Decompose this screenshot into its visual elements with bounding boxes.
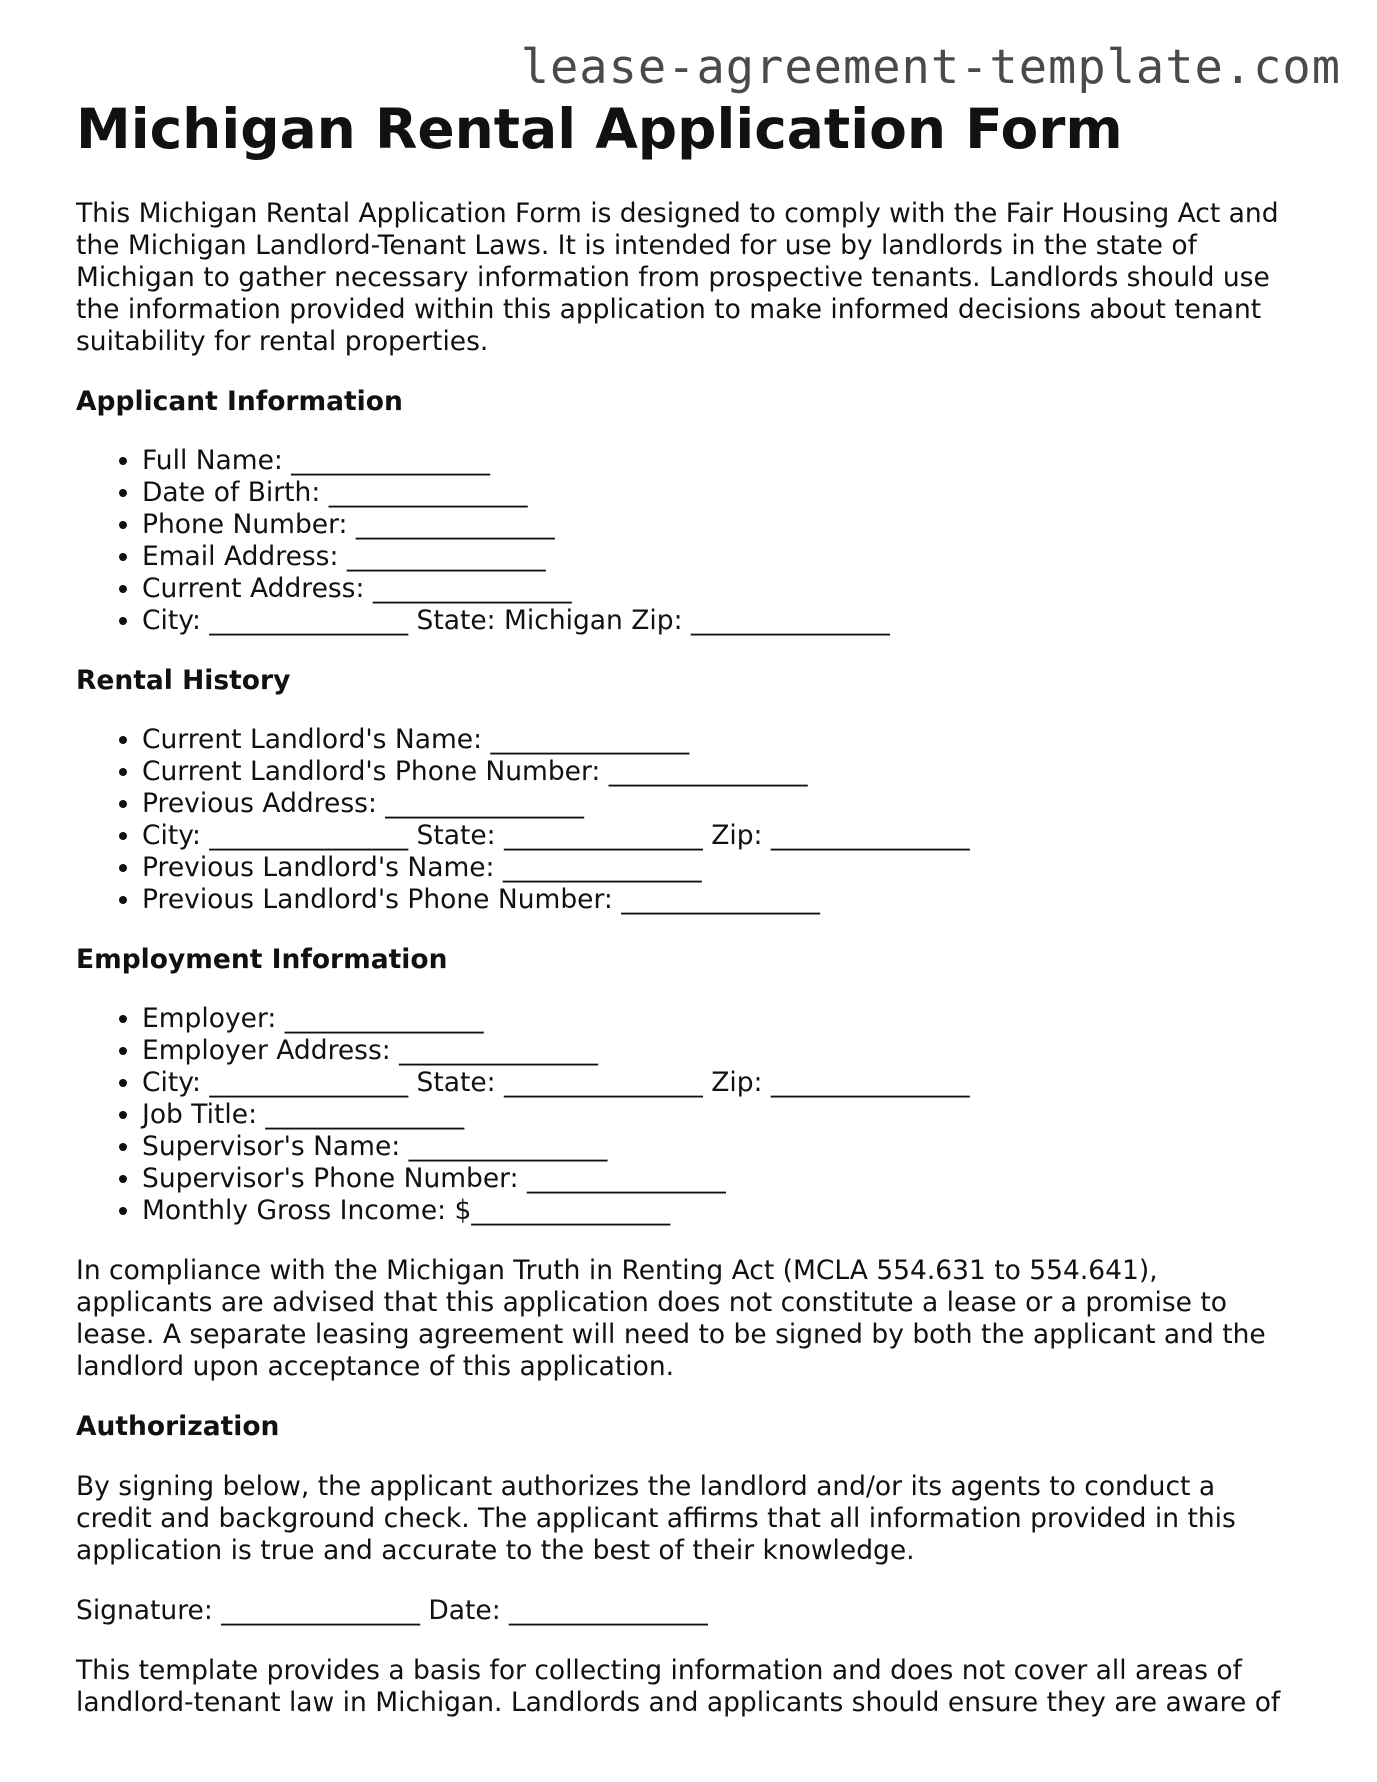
applicant-list xyxy=(76,445,1296,637)
list-item: • Employer Address: _______________ xyxy=(142,1035,1296,1067)
list-item: • Date of Birth: _______________ xyxy=(142,477,1296,509)
compliance-paragraph: In compliance with the Michigan Truth in Renting Act (MCLA 554.631 to 554.641), applicants are advised that this application does not constitute a lease or a promise to lease. A separate leasing agreement will need to be signed by both the applicant and the landlord upon acceptance of this application. xyxy=(76,1255,1266,1382)
applicant-heading: Applicant Information xyxy=(76,386,403,417)
document-page xyxy=(76,92,1296,1719)
list-item: • City: _______________ State: _______________ Zip: _______________ xyxy=(142,1067,1296,1099)
employment-heading: Employment Information xyxy=(76,944,448,975)
list-item: • Current Landlord's Phone Number: _______________ xyxy=(142,756,1296,788)
page-title: Michigan Rental Application Form xyxy=(76,97,1123,161)
list-item: • Previous Landlord's Name: _______________ xyxy=(142,852,1296,884)
authorization-heading: Authorization xyxy=(76,1411,280,1442)
list-item: • Previous Landlord's Phone Number: _______________ xyxy=(142,884,1296,916)
list-item: • City: _______________ State: _______________ Zip: _______________ xyxy=(142,820,1296,852)
list-item: • Current Address: _______________ xyxy=(142,573,1296,605)
list-item: • City: _______________ State: Michigan Zip: _______________ xyxy=(142,605,1296,637)
list-item: • Supervisor's Phone Number: _______________ xyxy=(142,1163,1296,1195)
footer-paragraph: This template provides a basis for collecting information and does not cover all areas of landlord-tenant law in Michigan. Landlords and applicants should ensure they are aware of xyxy=(76,1655,1281,1718)
rental-history-list xyxy=(76,724,1296,916)
list-item: • Current Landlord's Name: _______________ xyxy=(142,724,1296,756)
list-item: • Job Title: _______________ xyxy=(142,1099,1296,1131)
list-item: • Email Address: _______________ xyxy=(142,541,1296,573)
intro-paragraph: This Michigan Rental Application Form is designed to comply with the Fair Housing Act and the Michigan Landlord-Tenant Laws. It is intended for use by landlords in the state of Michigan to gather necessary information from prospective tenants. Landlords should use the information provided within this application to make informed decisions about tenant suitability for rental properties. xyxy=(76,198,1279,357)
site-watermark: lease-agreement-template.com xyxy=(520,40,1341,95)
list-item: • Monthly Gross Income: $_______________ xyxy=(142,1195,1296,1227)
rental-history-heading: Rental History xyxy=(76,665,291,696)
list-item: • Full Name: _______________ xyxy=(142,445,1296,477)
list-item: • Supervisor's Name: _______________ xyxy=(142,1131,1296,1163)
employment-list xyxy=(76,1003,1296,1227)
list-item: • Previous Address: _______________ xyxy=(142,788,1296,820)
list-item: • Phone Number: _______________ xyxy=(142,509,1296,541)
signature-line: Signature: _______________ Date: _______________ xyxy=(76,1595,708,1626)
list-item: • Employer: _______________ xyxy=(142,1003,1296,1035)
authorization-paragraph: By signing below, the applicant authorizes the landlord and/or its agents to conduct a credit and background check. The applicant affirms that all information provided in this application is true and accurate to the best of their knowledge. xyxy=(76,1471,1236,1566)
